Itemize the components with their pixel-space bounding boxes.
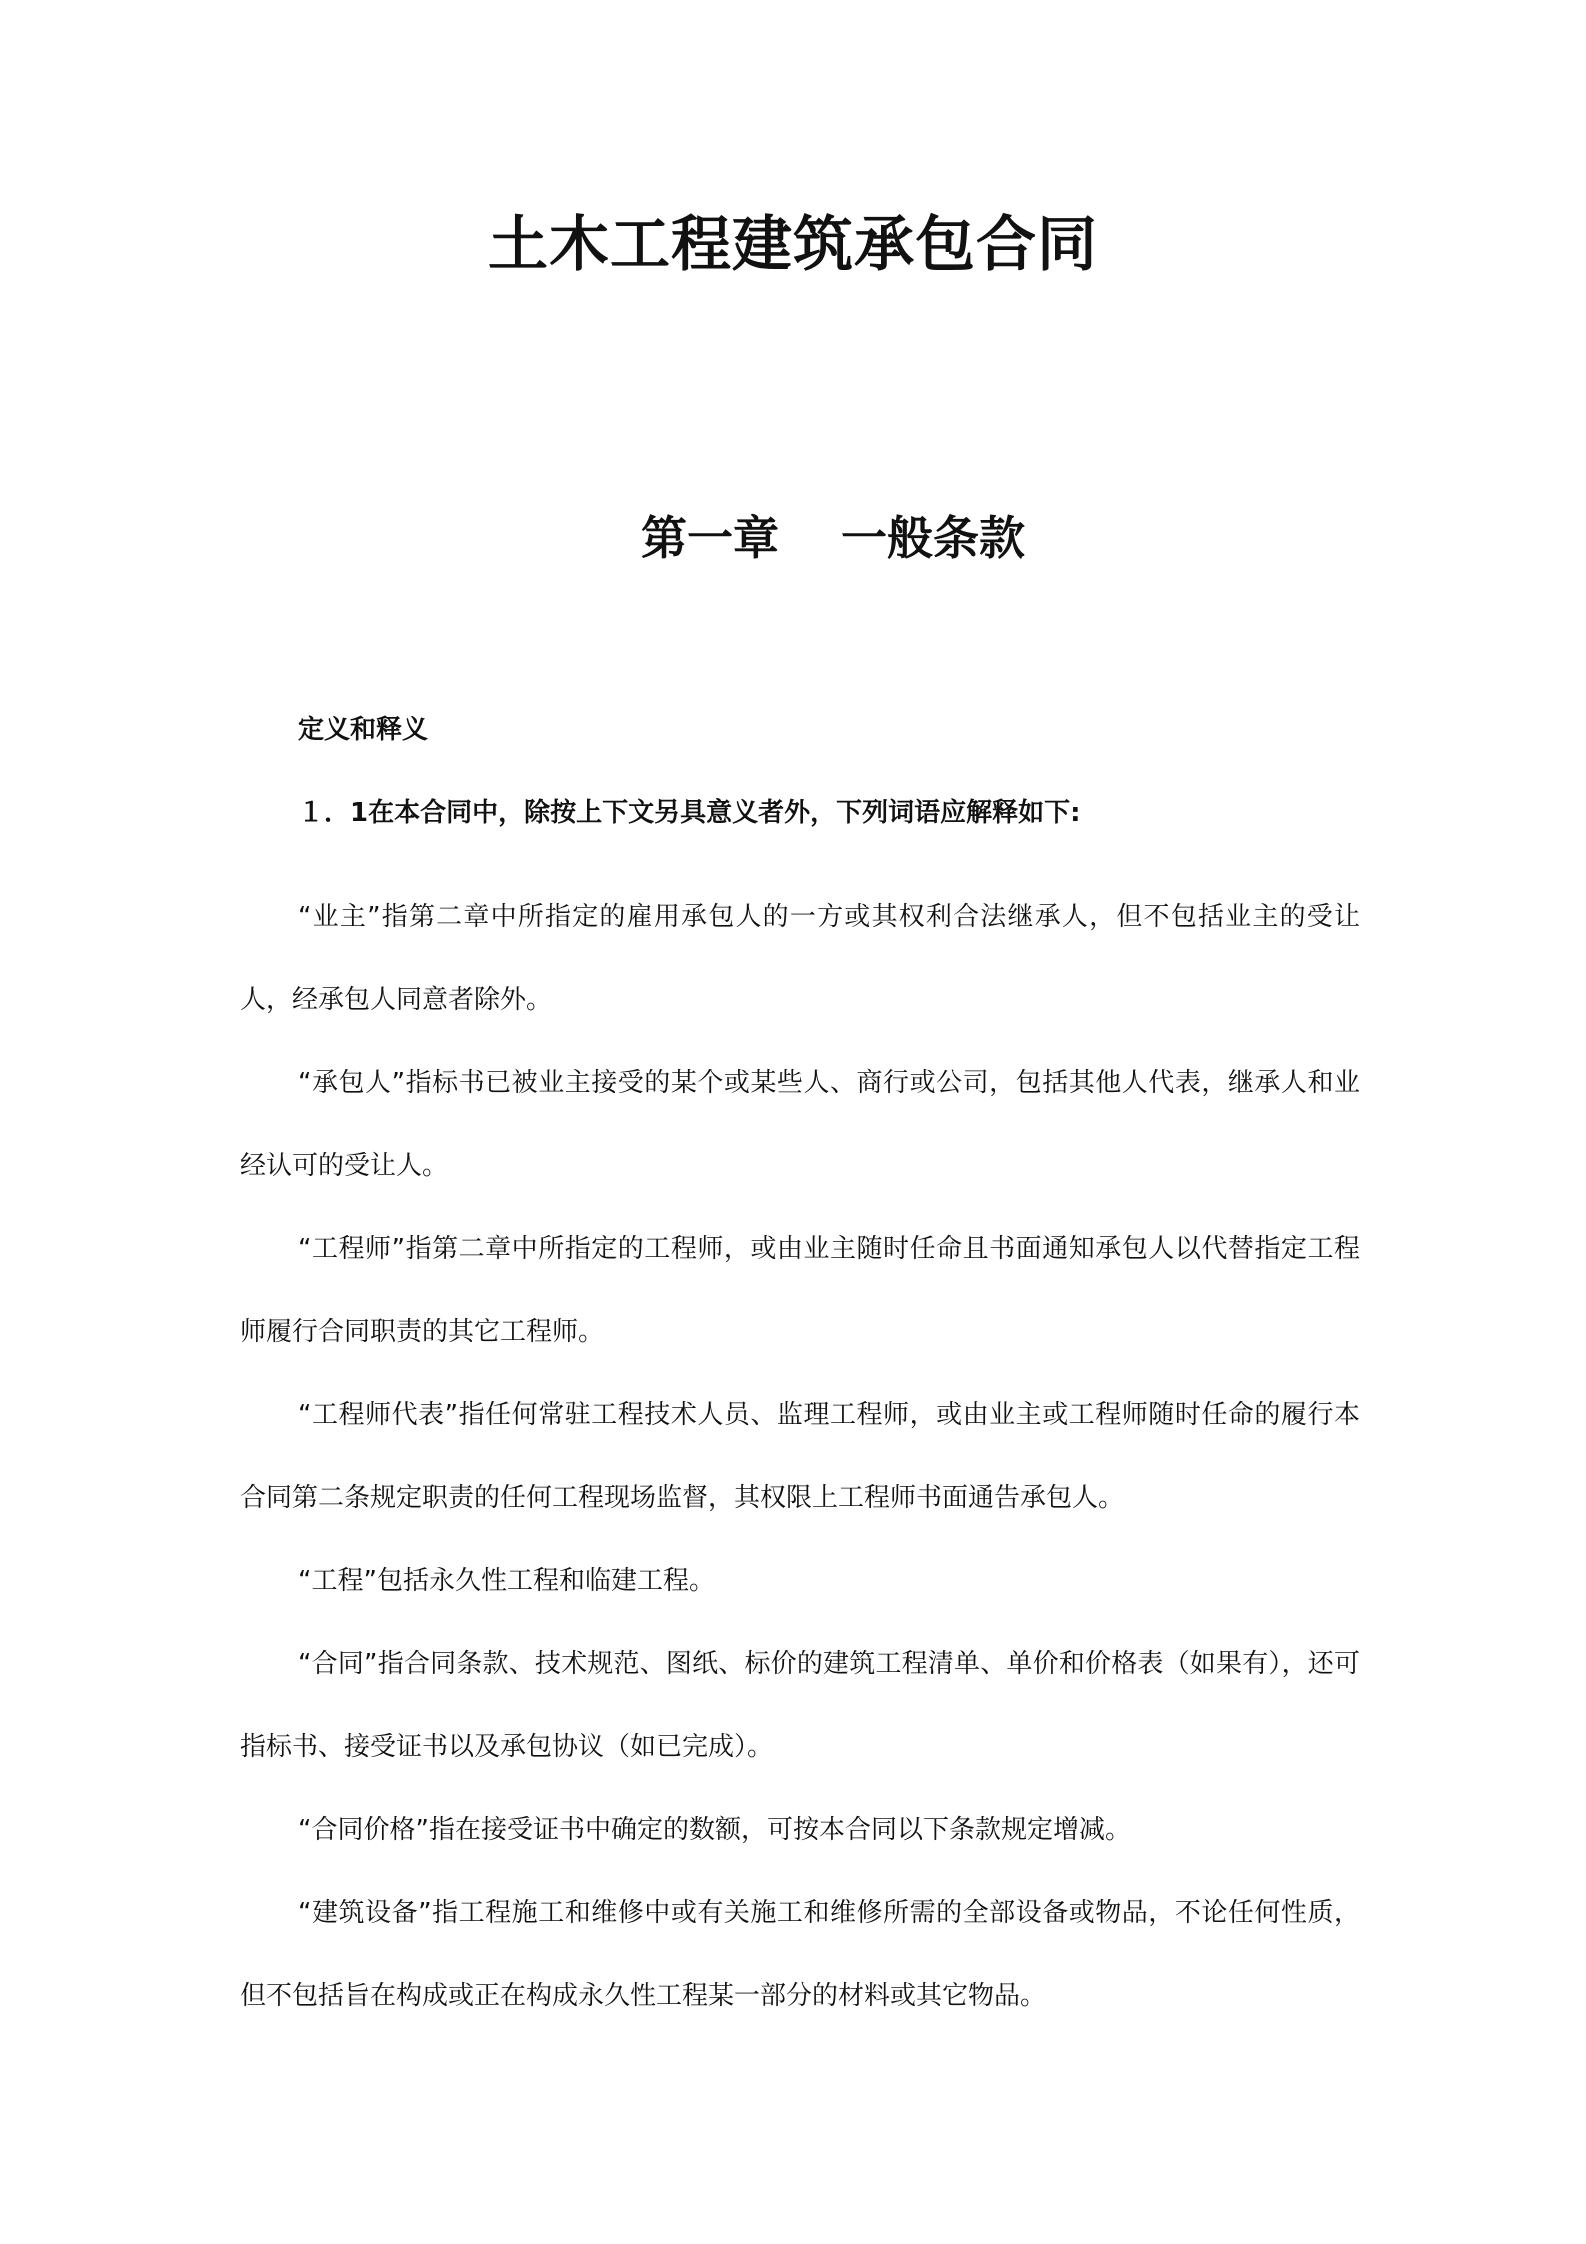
definition-contract: “合同”指合同条款、技术规范、图纸、标价的建筑工程清单、单价和价格表（如果有），还可指标书、接受证书以及承包协议（如已完成）。 — [240, 1649, 1360, 1762]
definition-engineer-representative: “工程师代表”指任何常驻工程技术人员、监理工程师，或由业主或工程师随时任命的履行本合同第二条规定职责的任何工程现场监督，其权限上工程师书面通告承包人。 — [240, 1400, 1360, 1513]
definition-works: “工程”包括永久性工程和临建工程。 — [298, 1566, 715, 1596]
definition-contractor: “承包人”指标书已被业主接受的某个或某些人、商行或公司，包括其他人代表，继承人和业经认可的受让人。 — [240, 1068, 1360, 1181]
definition-contract-price: “合同价格”指在接受证书中确定的数额，可按本合同以下条款规定增减。 — [298, 1815, 1131, 1845]
chapter-title: 第一章 一般条款 — [640, 511, 1025, 565]
definition-construction-equipment: “建筑设备”指工程施工和维修中或有关施工和维修所需的全部设备或物品，不论任何性质，但不包括旨在构成或正在构成永久性工程某一部分的材料或其它物品。 — [240, 1898, 1360, 2011]
definitions-list — [240, 876, 1360, 2038]
clause-heading: １．1在本合同中，除按上下文另具意义者外，下列词语应解释如下: — [298, 798, 1081, 828]
definition-owner: “业主”指第二章中所指定的雇用承包人的一方或其权利合法继承人，但不包括业主的受让人，经承包人同意者除外。 — [240, 902, 1360, 1015]
document-title: 土木工程建筑承包合同 — [488, 210, 1098, 280]
section-heading: 定义和释义 — [298, 715, 429, 745]
definition-engineer: “工程师”指第二章中所指定的工程师，或由业主随时任命且书面通知承包人以代替指定工程师履行合同职责的其它工程师。 — [240, 1234, 1360, 1347]
